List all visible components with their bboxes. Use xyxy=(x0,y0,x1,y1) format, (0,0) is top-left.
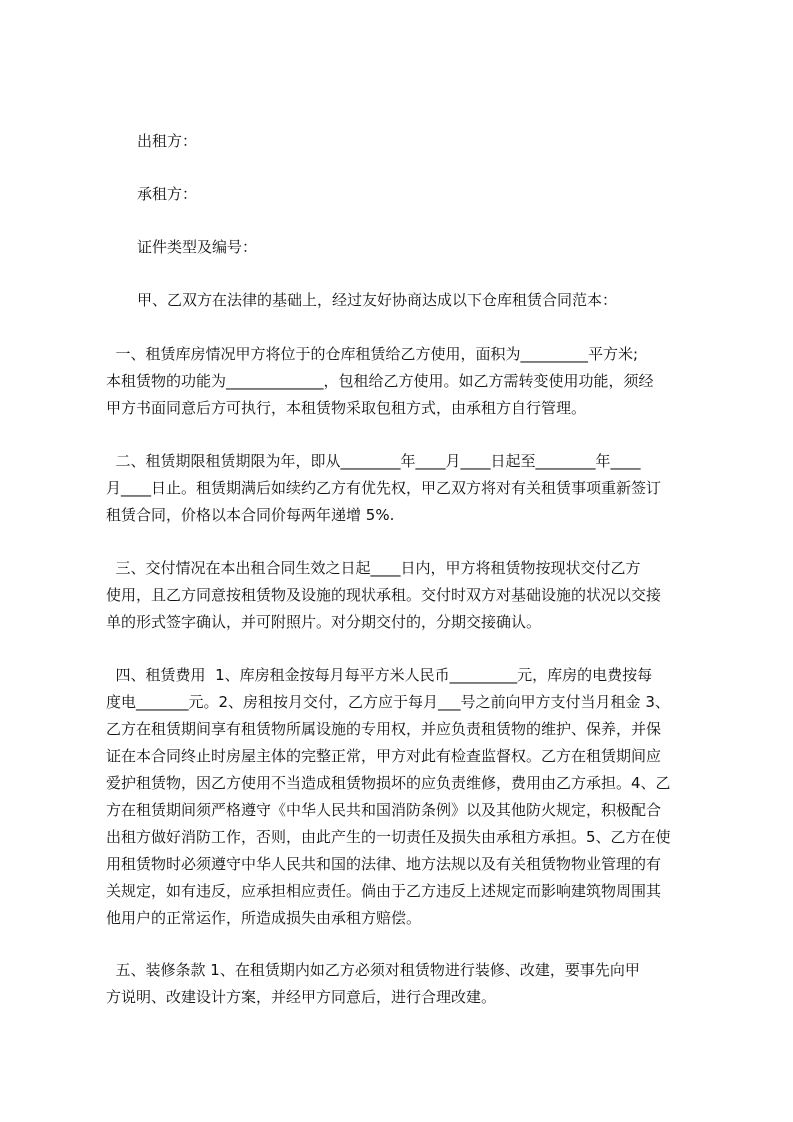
clause-line: 月____日止。租赁期满后如续约乙方有优先权，甲乙双方将对有关租赁事项重新签订 xyxy=(106,479,662,497)
clause-line: 二、租赁期限租赁期限为年，即从________年____月____日起至________年____ xyxy=(106,452,641,470)
clause-line: 使用，且乙方同意按租赁物及设施的现状承租。交付时双方对基础设施的状况以交接 xyxy=(106,586,662,604)
id-type-label xyxy=(137,234,729,261)
clause-5-renovation xyxy=(106,957,698,1011)
clause-line: 三、交付情况在本出租合同生效之日起____日内，甲方将租赁物按现状交付乙方 xyxy=(106,559,641,577)
intro-line: 甲、乙双方在法律的基础上，经过友好协商达成以下仓库租赁合同范本： xyxy=(137,291,618,309)
clause-line: 用租赁物时必须遵守中华人民共和国的法律、地方法规以及有关租赁物物业管理的有 xyxy=(106,855,662,873)
intro-paragraph xyxy=(137,287,729,314)
clause-2-lease-term xyxy=(106,448,698,529)
clause-line: 四、租赁费用 1、库房租金按每月每平方米人民币_________元，库房的电费按每 xyxy=(106,666,653,684)
clause-line: 单的形式签字确认，并可附照片。对分期交付的，分期交接确认。 xyxy=(106,613,542,631)
clause-line: 爱护租赁物，因乙方使用不当造成租赁物损坏的应负责维修，费用由乙方承担。4、乙 xyxy=(106,774,671,792)
clause-line: 出租方做好消防工作，否则，由此产生的一切责任及损失由承租方承担。5、乙方在使 xyxy=(106,828,671,846)
lessee-line: 承租方： xyxy=(137,185,198,203)
id-type-line: 证件类型及编号： xyxy=(137,238,258,256)
clause-line: 五、装修条款 1、在租赁期内如乙方必须对租赁物进行装修、改建，要事先向甲 xyxy=(106,961,640,979)
clause-line: 度电_______元。2、房租按月交付，乙方应于每月___号之前向甲方支付当月租金 3、 xyxy=(106,693,670,711)
clause-line: 租赁合同，价格以本合同价每两年递增 5%. xyxy=(106,506,395,524)
clause-line: 甲方书面同意后方可执行，本租赁物采取包租方式，由承租方自行管理。 xyxy=(106,399,587,417)
clause-line: 一、租赁库房情况甲方将位于的仓库租赁给乙方使用，面积为_________平方米; xyxy=(106,345,639,363)
clause-line: 关规定，如有违反，应承担相应责任。倘由于乙方违反上述规定而影响建筑物周围其 xyxy=(106,882,662,900)
clause-line: 方说明、改建设计方案，并经甲方同意后，进行合理改建。 xyxy=(106,988,497,1006)
clause-line: 本租赁物的功能为_____________，包租给乙方使用。如乙方需转变使用功能，须经 xyxy=(106,372,654,390)
clause-4-rental-fees xyxy=(106,662,698,932)
lessee-label xyxy=(137,181,729,208)
clause-1-leased-warehouse xyxy=(106,341,698,422)
clause-3-delivery xyxy=(106,555,698,636)
clause-line: 方在租赁期间须严格遵守《中华人民共和国消防条例》以及其他防火规定，积极配合 xyxy=(106,801,662,819)
clause-line: 证在本合同终止时房屋主体的完整正常，甲方对此有检查监督权。乙方在租赁期间应 xyxy=(106,747,662,765)
clause-line: 他用户的正常运作，所造成损失由承租方赔偿。 xyxy=(106,909,422,927)
lessor-line: 出租方： xyxy=(137,132,198,150)
clause-line: 乙方在租赁期间享有租赁物所属设施的专用权，并应负责租赁物的维护、保养，并保 xyxy=(106,720,662,738)
lessor-label xyxy=(137,128,729,155)
